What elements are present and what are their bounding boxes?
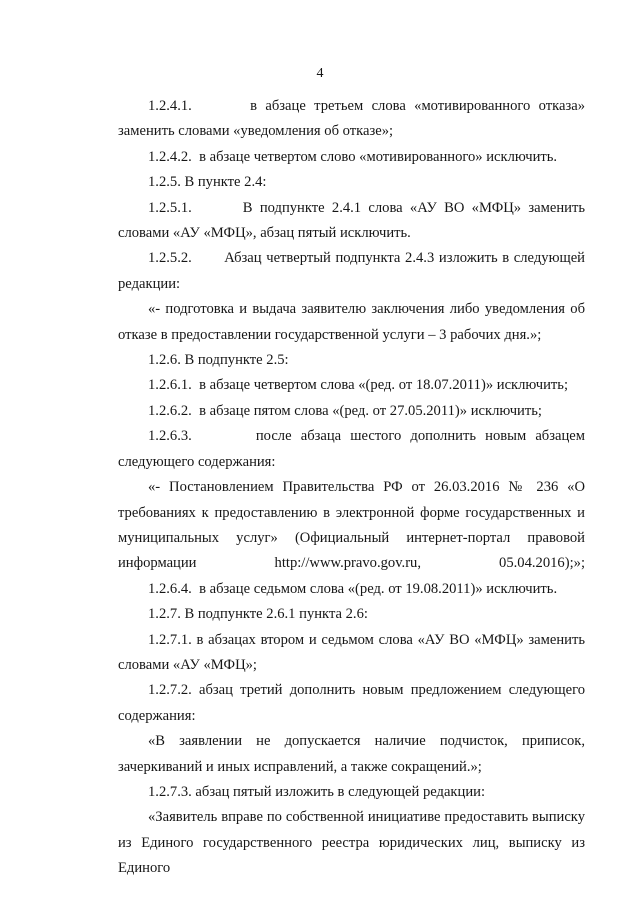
paragraph-quote-deadline: «- подготовка и выдача заявителю заключения либо уведомления об отказе в предоставлении государственной услуги – 3 рабочих дня.»; bbox=[118, 301, 585, 343]
paragraph-1-2-7-1: 1.2.7.1. в абзацах втором и седьмом слова «АУ ВО «МФЦ» заменить словами «АУ «МФЦ»; bbox=[118, 631, 585, 673]
paragraph-1-2-4-2: 1.2.4.2. в абзаце четвертом слово «мотивированного» исключить. bbox=[148, 148, 558, 165]
paragraph-1-2-7-2: 1.2.7.2. абзац третий дополнить новым предложением следующего содержания: bbox=[118, 682, 585, 724]
paragraph-quote-applicant: «Заявитель вправе по собственной инициативе предоставить выписку из Единого государственного реестра юридических лиц, выписку из Единого bbox=[118, 809, 585, 877]
paragraph-1-2-6-2: 1.2.6.2. в абзаце пятом слова «(ред. от 27.05.2011)» исключить; bbox=[148, 402, 542, 419]
paragraph-1-2-7-3: 1.2.7.3. абзац пятый изложить в следующей редакции: bbox=[148, 783, 486, 800]
paragraph-1-2-5-2: 1.2.5.2. Абзац четвертый подпункта 2.4.3 изложить в следующей редакции: bbox=[118, 250, 585, 292]
paragraph-1-2-6-4: 1.2.6.4. в абзаце седьмом слова «(ред. от 19.08.2011)» исключить. bbox=[148, 580, 558, 597]
paragraph-1-2-6-3: 1.2.6.3. после абзаца шестого дополнить новым абзацем следующего содержания: bbox=[118, 428, 585, 470]
paragraph-1-2-6: 1.2.6. В подпункте 2.5: bbox=[148, 352, 289, 369]
paragraph-quote-resolution: «- Постановлением Правительства РФ от 26.03.2016 № 236 «О требованиях к предоставлению в электронной форме государственных и муниципальных услуг» (Официальный интернет-портал правовой информации http://www.pravo.gov.ru, 05.04.2016);»; bbox=[118, 479, 585, 572]
paragraph-quote-statement: «В заявлении не допускается наличие подчисток, приписок, зачеркиваний и иных исправлений, а также сокращений.»; bbox=[118, 733, 585, 775]
paragraph-1-2-5: 1.2.5. В пункте 2.4: bbox=[148, 174, 267, 191]
page-number: 4 bbox=[316, 66, 324, 81]
document-body bbox=[118, 94, 585, 882]
paragraph-1-2-4-1: 1.2.4.1. в абзаце третьем слова «мотивированного отказа» заменить словами «уведомления об отказе»; bbox=[118, 98, 585, 140]
paragraph-1-2-5-1: 1.2.5.1. В подпункте 2.4.1 слова «АУ ВО «МФЦ» заменить словами «АУ «МФЦ», абзац пятый исключить. bbox=[118, 199, 585, 242]
paragraph-1-2-7: 1.2.7. В подпункте 2.6.1 пункта 2.6: bbox=[148, 606, 368, 623]
paragraph-1-2-6-1: 1.2.6.1. в абзаце четвертом слова «(ред. от 18.07.2011)» исключить; bbox=[148, 377, 569, 394]
